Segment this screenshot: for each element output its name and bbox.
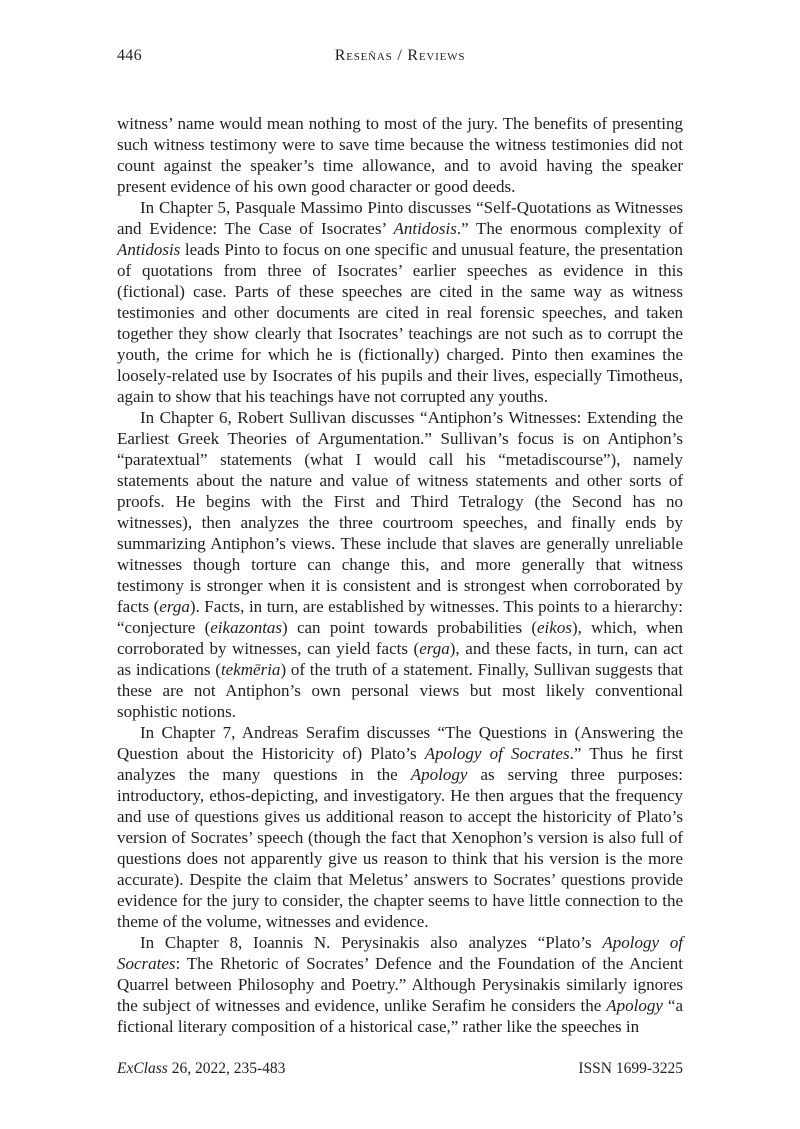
text-segment: ), which, when corroborated by witnesses, can yield facts ( xyxy=(117,618,684,658)
page-body-text xyxy=(117,113,683,1037)
paragraph-chapter-6 xyxy=(117,407,683,722)
page-number: 446 xyxy=(117,47,142,64)
page-footer xyxy=(117,1059,683,1078)
journal-name: ExClass xyxy=(117,1060,168,1077)
text-segment: ) of the truth of a statement. Finally, Sullivan suggests that these are not Antiphon’s own personal views but most likely conventional sophistic notions. xyxy=(117,660,683,721)
book-title-antidosis: Antidosis xyxy=(117,240,181,259)
journal-reference xyxy=(117,1059,285,1078)
text-segment: ), and these facts, in turn, can act as indications ( xyxy=(117,639,683,679)
text-segment: .” Thus he first analyzes the many questions in the xyxy=(117,744,684,784)
journal-ref-details: 26, 2022, 235-483 xyxy=(167,1060,286,1077)
text-segment: In Chapter 7, Andreas Serafim discusses “The Questions in (Answering the Question about the Historicity of) Plato’s xyxy=(117,723,683,763)
text-segment: witness’ name would mean nothing to most of the jury. The benefits of presenting such witness testimony were to save time because the witness testimonies did not count against the speaker’s time allowance, and to avoid having the speaker present evidence of his own good character or good deeds. xyxy=(117,114,683,196)
text-segment: .” The enormous complexity of xyxy=(456,219,684,238)
greek-term-eikos: eikos xyxy=(537,618,572,637)
greek-term-tekmeria: tekmēria xyxy=(220,660,281,679)
greek-term-erga: erga xyxy=(159,597,190,616)
greek-term-eikazontas: eikazontas xyxy=(210,618,283,637)
text-segment: : The Rhetoric of Socrates’ Defence and the Foundation of the Ancient Quarrel between Philosophy and Poetry.” Although Perysinakis similarly ignores the subject of witnesses and evidence, unlike Serafim he considers the xyxy=(117,954,683,1015)
text-segment: leads Pinto to focus on one specific and unusual feature, the presentation of quotations from three of Isocrates’ earlier speeches as evidence in this (fictional) case. Parts of these speeches are cited in the same way as witness testimonies and other documents are cited in real forensic speeches, and taken together they show clearly that Isocrates’ teachings are not such as to corrupt the youth, the crime for which he is (fictionally) charged. Pinto then examines the loosely-related use by Isocrates of his pupils and their lives, especially Timotheus, again to show that his teachings have not corrupted any youths. xyxy=(117,240,683,406)
text-segment: In Chapter 5, Pasquale Massimo Pinto discusses “Self-Quotations as Witnesses and Evidence: The Case of Isocrates’ xyxy=(117,198,683,238)
paragraph-chapter-8 xyxy=(117,932,683,1037)
paragraph-continuation xyxy=(117,113,683,197)
paragraph-chapter-7 xyxy=(117,722,683,932)
book-title-apology-of-socrates: Apology of Socrates xyxy=(424,744,570,763)
book-title-apology: Apology xyxy=(410,765,468,784)
paragraph-chapter-5 xyxy=(117,197,683,407)
book-title-apology-of-socrates: Apology of Socrates xyxy=(117,933,683,973)
text-segment: ) can point towards probabilities ( xyxy=(282,618,538,637)
text-segment: ). Facts, in turn, are established by witnesses. This points to a hierarchy: “conjecture ( xyxy=(117,597,683,637)
issn: ISSN 1699-3225 xyxy=(578,1060,683,1077)
book-title-antidosis: Antidosis xyxy=(393,219,457,238)
text-segment: In Chapter 6, Robert Sullivan discusses “Antiphon’s Witnesses: Extending the Earliest Greek Theories of Argumentation.” Sullivan’s focus is on Antiphon’s “paratextual” statements (what I would call his “metadiscourse”), namely statements about the nature and value of witness statements and other sorts of proofs. He begins with the First and Third Tetralogy (the Second has no witnesses), then analyzes the three courtroom speeches, and finally ends by summarizing Antiphon’s views. These include that slaves are generally unreliable witnesses though torture can change this, and more generally that witness testimony is stronger when it is consistent and is strongest when corroborated by facts ( xyxy=(117,408,683,616)
page-header xyxy=(117,47,683,67)
book-title-apology: Apology xyxy=(606,996,663,1015)
text-segment: In Chapter 8, Ioannis N. Perysinakis also analyzes “Plato’s xyxy=(140,933,603,952)
text-segment: “a fictional literary composition of a historical case,” rather like the speeches in xyxy=(117,996,683,1036)
running-title: Reseñas / Reviews xyxy=(334,47,466,64)
text-segment: as serving three purposes: introductory, ethos-depicting, and investigatory. He then argues that the frequency and use of questions gives us additional reason to accept the historicity of Plato’s version of Socrates’ speech (though the fact that Xenophon’s version is also full of questions does not apparently give us reason to think that his version is the more accurate). Despite the claim that Meletus’ answers to Socrates’ questions provide evidence for the jury to consider, the chapter seems to have little connection to the theme of the volume, witnesses and evidence. xyxy=(117,765,684,931)
greek-term-erga: erga xyxy=(419,639,450,658)
